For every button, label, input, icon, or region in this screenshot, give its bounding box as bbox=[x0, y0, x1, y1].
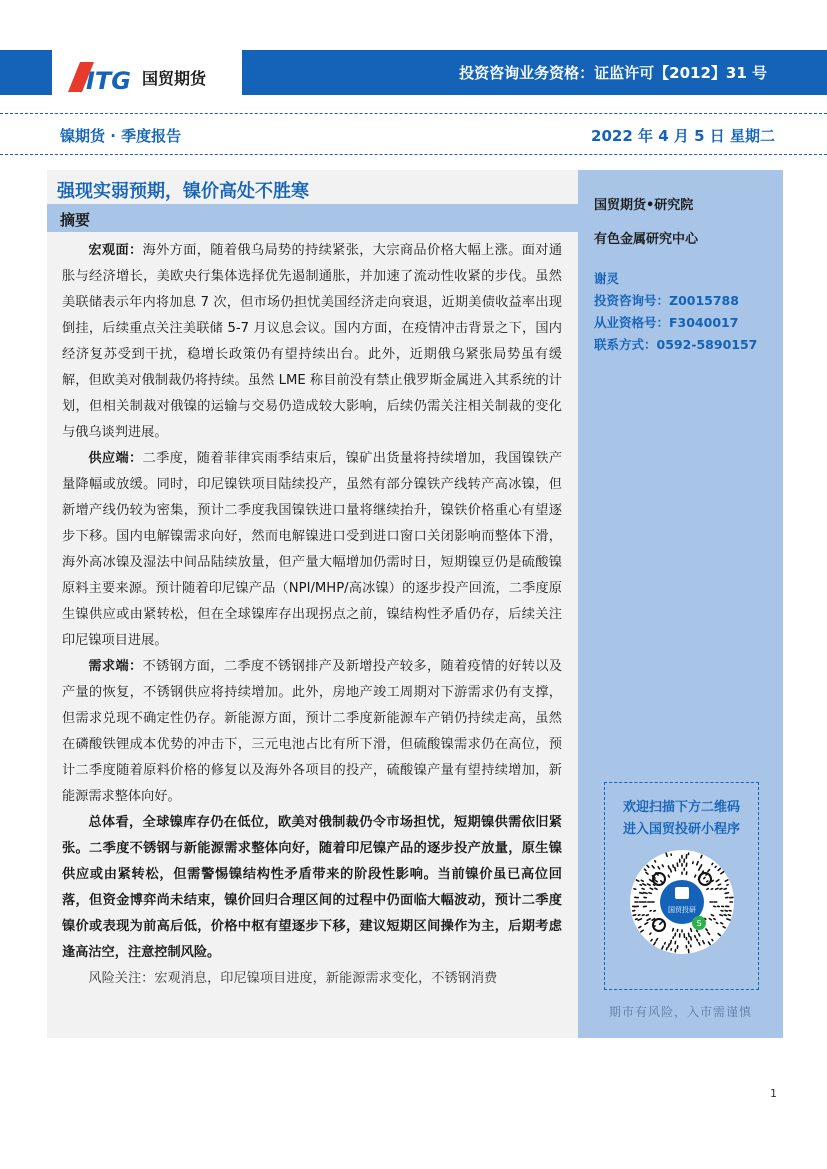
qr-dot bbox=[646, 915, 648, 916]
qr-dot bbox=[668, 944, 669, 947]
qr-dot bbox=[641, 880, 643, 881]
qr-dot bbox=[673, 929, 674, 931]
qr-dot bbox=[723, 927, 725, 928]
qr-dot bbox=[639, 927, 641, 928]
demand-paragraph bbox=[62, 654, 562, 810]
summary-body bbox=[62, 238, 562, 992]
qr-dot bbox=[699, 934, 700, 936]
qr-title-line-1: 欢迎扫描下方二维码 bbox=[622, 800, 740, 815]
supply-lead: 供应端： bbox=[88, 451, 143, 466]
qr-dot bbox=[714, 919, 715, 920]
risk-paragraph: 风险关注：宏观消息，印尼镍项目进度，新能源需求变化，不锈钢消费 bbox=[88, 971, 498, 986]
qr-dot bbox=[662, 865, 663, 867]
qr-dot bbox=[697, 939, 698, 941]
qr-dot bbox=[689, 933, 690, 936]
qr-dot bbox=[633, 915, 635, 916]
qr-dot bbox=[695, 936, 696, 938]
summary-header bbox=[47, 204, 578, 232]
qr-dot bbox=[645, 869, 646, 870]
qr-dot bbox=[642, 915, 644, 916]
qr-dot bbox=[712, 880, 714, 881]
practice-number: 从业资格号：F3040017 bbox=[594, 315, 739, 330]
qr-dot bbox=[701, 865, 702, 867]
qr-dot bbox=[699, 943, 700, 945]
qr-dot bbox=[727, 919, 730, 920]
qr-dot bbox=[642, 889, 644, 890]
demand-lead: 需求端： bbox=[88, 659, 143, 674]
qr-title-line-2: 进入国贸投研小程序 bbox=[622, 822, 740, 837]
qr-dot bbox=[728, 915, 730, 916]
qr-title bbox=[605, 797, 758, 841]
qr-dot bbox=[654, 911, 656, 912]
institute-name: 国贸期货•研究院 bbox=[594, 198, 694, 213]
research-center: 有色金属研究中心 bbox=[594, 232, 699, 247]
qr-dot bbox=[706, 929, 707, 931]
header-divider-bottom bbox=[0, 154, 827, 155]
qr-dot bbox=[709, 919, 711, 920]
qr-dot bbox=[666, 853, 667, 856]
company-logo bbox=[66, 60, 206, 94]
macro-lead: 宏观面： bbox=[88, 243, 143, 258]
qr-dot bbox=[701, 855, 702, 857]
qr-dot bbox=[724, 915, 726, 916]
overall-paragraph: 总体看，全球镍库存仍在低位，欧美对俄制裁仍令市场担忧，短期镍供需依旧紧张。二季度不锈钢与新能源需求整体向好，随着印尼镍产品的逐步投产放量，原生镍供应或由紧转松，但需警惕镍结构性矛盾带来的阶段性影响。当前镍价虽已高位回落，但资金博弈尚未结束，镍价回归合理区间的过程中仍面临大幅波动，预计二季度镍价或表现为前高后低，价格中枢有望逐步下移，建议短期区间操作为主，后期考虑逢高沽空，注意控制风险。 bbox=[62, 815, 562, 960]
sidebar bbox=[578, 170, 783, 1038]
qr-dot bbox=[649, 893, 651, 894]
qr-center-label: 国贸投研 bbox=[668, 906, 696, 914]
qr-dot bbox=[691, 929, 692, 932]
demand-body: 不锈钢方面，二季度不锈钢排产及新增投产较多，随着疫情的好转以及产量的恢复，不锈钢供应将持续增加。此外，房地产竣工周期对下游需求仍有支撑，但需求兑现不确定性仍存。新能源方面，预计二季度新能源车产销仍持续走高，虽然在磷酸铁锂成本优势的冲击下，三元电池占比有所下滑，但硫酸镍需求仍在高位，预计二季度随着原料价格的修复以及海外各项目的投产，硫酸镍产量有望持续增加，新能源需求整体向好。 bbox=[62, 659, 563, 804]
qr-dot bbox=[666, 948, 667, 950]
qr-dot bbox=[707, 889, 708, 890]
qr-dot bbox=[673, 865, 674, 867]
summary-label: 摘要 bbox=[60, 211, 91, 229]
macro-body: 海外方面，随着俄乌局势的持续紧张，大宗商品价格大幅上涨。面对通胀与经济增长，美欧央行集体选择优先遏制通胀，并加速了流动性收紧的步伐。虽然美联储表示年内将加息 7 次，但市场仍担忧美国经济走向衰退，近期美债收益率出现倒挂，后续重点关注美联储 5-7 月议息会议。国内方面，在疫情冲击背景之下，国内经济复苏受到干扰，稳增长政策仍有望持续出台。此外，近期俄乌紧张局势虽有缓解，但欧美对俄制裁仍将持续。虽然 LME 称目前没有禁止俄罗斯金属进入其系统的计划，但相关制裁对俄镍的运输与交易仍造成较大影响，后续仍需关注相关制裁的变化与俄乌谈判进展。 bbox=[62, 243, 563, 440]
header-band-left bbox=[0, 50, 52, 95]
qr-dot bbox=[697, 930, 698, 931]
qr-document-icon bbox=[675, 887, 689, 899]
page-number: 1 bbox=[770, 1087, 777, 1100]
consult-number: 投资咨询号：Z0015788 bbox=[594, 293, 739, 308]
qr-dot bbox=[651, 940, 652, 941]
license-text: 投资咨询业务资格：证监许可【2012】31 号 bbox=[459, 64, 767, 82]
macro-paragraph bbox=[62, 238, 562, 446]
qr-dot bbox=[712, 940, 713, 941]
qr-dot bbox=[644, 893, 647, 894]
mini-program-qr-code[interactable] bbox=[629, 849, 735, 955]
qr-dot bbox=[656, 939, 657, 941]
qr-dot bbox=[640, 885, 641, 886]
report-title: 强现实弱预期，镍价高处不胜寒 bbox=[57, 181, 309, 202]
report-date: 2022 年 4 月 5 日 星期二 bbox=[591, 127, 775, 145]
qr-dot bbox=[662, 946, 663, 949]
qr-dot bbox=[665, 943, 666, 944]
qr-dot bbox=[668, 866, 669, 868]
qr-dot bbox=[650, 888, 652, 889]
logo-mark-text: ITG bbox=[86, 67, 131, 92]
logo-name: 国贸期货 bbox=[142, 68, 207, 88]
qr-dot bbox=[712, 863, 713, 864]
qr-dot bbox=[715, 866, 716, 867]
qr-dot bbox=[640, 893, 643, 894]
qr-dot bbox=[655, 888, 657, 889]
qr-dot bbox=[707, 881, 708, 882]
contact-info: 联系方式：0592-5890157 bbox=[594, 337, 758, 352]
supply-paragraph bbox=[62, 446, 562, 654]
qr-dot bbox=[702, 871, 703, 872]
qr-dot bbox=[721, 923, 723, 924]
qr-dot bbox=[653, 885, 654, 886]
qr-dot bbox=[720, 915, 723, 916]
analyst-name: 谢灵 bbox=[594, 271, 620, 286]
qr-dot bbox=[636, 880, 638, 881]
qr-dot bbox=[661, 881, 662, 882]
supply-body: 二季度，随着菲律宾雨季结束后，镍矿出货量将持续增加，我国镍铁产量降幅或放缓。同时，印尼镍铁项目陆续投产，虽然有部分镍铁产线转产高冰镍，但新增产线仍较为密集，预计二季度我国镍铁进口量将继续抬升，镍铁价格重心有望逐步下移。国内电解镍需求向好，然而电解镍进口受到进口窗口关闭影响而整体下滑，海外高冰镍及湿法中间品陆续放量，但产量大幅增加仍需时日，短期镍豆仍是硫酸镍原料主要来源。预计随着印尼镍产品（NPI/MHP/高冰镍）的逐步投产回流，二季度原生镍供应或由紧转松，但在全球镍库存出现拐点之前，镍结构性矛盾仍存，后续关注印尼镍项目进展。 bbox=[62, 451, 563, 648]
qr-dot bbox=[675, 933, 676, 935]
risk-warning: 期市有风险，入市需谨慎 bbox=[608, 1005, 752, 1019]
qr-dot bbox=[720, 889, 722, 890]
qr-dot bbox=[716, 923, 717, 924]
qr-dot bbox=[725, 893, 728, 894]
qr-dot bbox=[668, 875, 669, 877]
mini-program-glyph-icon: S bbox=[696, 919, 702, 928]
qr-dot bbox=[636, 919, 638, 920]
qr-dot bbox=[670, 941, 671, 944]
header-divider-top bbox=[0, 113, 827, 114]
qr-dot bbox=[711, 915, 713, 916]
qr-dot bbox=[655, 861, 656, 862]
analyst-info bbox=[594, 268, 757, 356]
qr-dot bbox=[695, 875, 696, 877]
qr-dot bbox=[675, 867, 676, 870]
qr-dot bbox=[724, 889, 726, 890]
qr-promo-box bbox=[604, 782, 759, 990]
main-content bbox=[47, 170, 578, 1038]
report-type: 镍期货 · 季度报告 bbox=[60, 127, 182, 145]
qr-dot bbox=[704, 877, 705, 878]
qr-dot bbox=[711, 889, 712, 890]
qr-dot bbox=[650, 933, 651, 934]
qr-dot bbox=[716, 888, 718, 889]
qr-dot bbox=[670, 869, 671, 872]
qr-dot bbox=[725, 880, 728, 881]
qr-dot bbox=[718, 884, 720, 885]
qr-dot bbox=[691, 937, 692, 940]
itg-logo-icon bbox=[66, 62, 138, 92]
